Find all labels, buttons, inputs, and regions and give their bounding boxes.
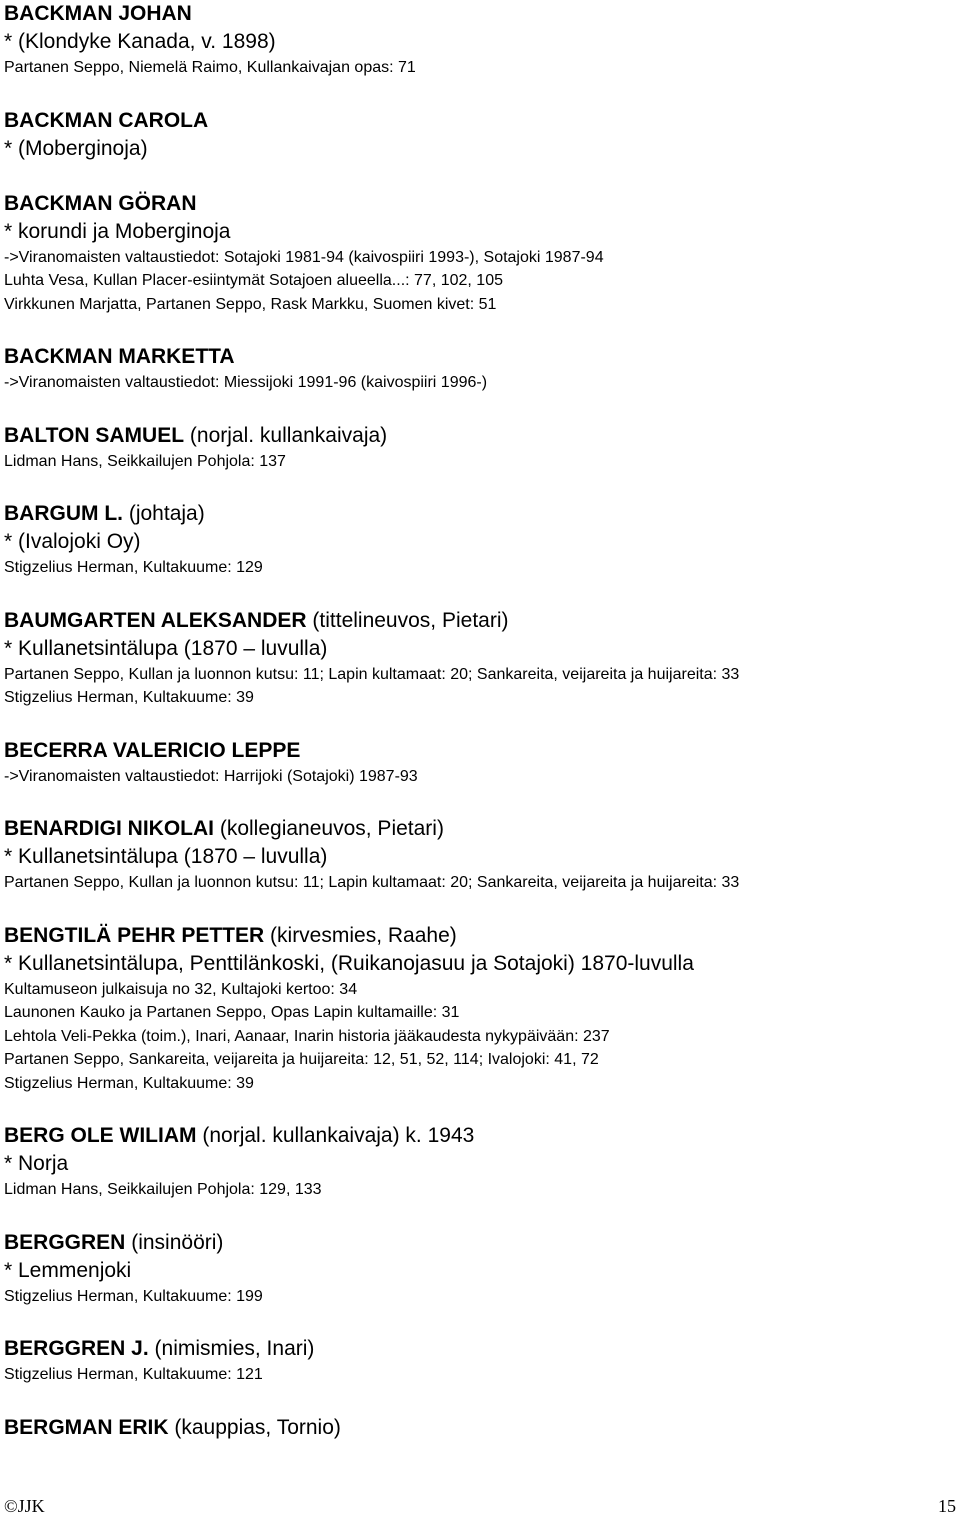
entry-source: Lidman Hans, Seikkailujen Pohjola: 137 — [4, 452, 286, 470]
entry-heading — [4, 500, 954, 528]
document-page — [4, 0, 954, 1442]
entry-source: Partanen Seppo, Kullan ja luonnon kutsu: 11; Lapin kultamaat: 20; Sankareita, veijareita ja huijareita: 33 — [4, 665, 740, 683]
entry-spacer — [4, 710, 954, 737]
entry-heading — [4, 815, 954, 843]
index-entry — [4, 922, 954, 1096]
entry-source: Virkkunen Marjatta, Partanen Seppo, Rask Markku, Suomen kivet: 51 — [4, 295, 497, 313]
page-number: 15 — [938, 1496, 956, 1516]
entry-spacer — [4, 473, 954, 500]
index-entry — [4, 1229, 954, 1309]
entry-source: Partanen Seppo, Sankareita, veijareita ja huijareita: 12, 51, 52, 114; Ivalojoki: 41, 72 — [4, 1051, 599, 1068]
entry-name: BERGMAN ERIK — [4, 1415, 169, 1439]
entry-heading — [4, 1335, 954, 1363]
entry-title: (kauppias, Tornio) — [174, 1415, 341, 1439]
entry-name: BACKMAN GÖRAN — [4, 191, 197, 215]
entry-name: BARGUM L. — [4, 502, 123, 525]
entry-spacer — [4, 1095, 954, 1122]
entry-detail: * korundi ja Moberginoja — [4, 219, 231, 243]
entry-spacer — [4, 1387, 954, 1414]
entry-source: Partanen Seppo, Kullan ja luonnon kutsu: 11; Lapin kultamaat: 20; Sankareita, veijareita ja huijareita: 33 — [4, 874, 740, 891]
entry-name: BERGGREN J. — [4, 1337, 149, 1360]
entry-source: Luhta Vesa, Kullan Placer-esiintymät Sotajoen alueella...: 77, 102, 105 — [4, 272, 503, 289]
entry-spacer — [4, 1308, 954, 1335]
index-entry — [4, 815, 954, 895]
entry-detail: * (Klondyke Kanada, v. 1898) — [4, 30, 276, 53]
entry-source: Lehtola Veli-Pekka (toim.), Inari, Aanaar, Inarin historia jääkaudesta nykypäivään: 237 — [4, 1027, 610, 1045]
index-entry — [4, 1122, 954, 1202]
entry-detail: * Kullanetsintälupa (1870 – luvulla) — [4, 845, 328, 868]
entry-name: BERGGREN — [4, 1230, 126, 1254]
entry-source: Stigzelius Herman, Kultakuume: 199 — [4, 1287, 263, 1305]
index-entry — [4, 0, 954, 80]
entry-source: Launonen Kauko ja Partanen Seppo, Opas Lapin kultamaille: 31 — [4, 1004, 460, 1021]
entry-spacer — [4, 1202, 954, 1229]
entry-spacer — [4, 316, 954, 343]
entry-detail: * Norja — [4, 1152, 69, 1175]
entry-title: (norjal. kullankaivaja) k. 1943 — [202, 1124, 475, 1147]
entry-spacer — [4, 895, 954, 922]
entry-heading — [4, 1122, 954, 1150]
index-entry — [4, 190, 954, 317]
index-entry — [4, 607, 954, 710]
index-entry — [4, 343, 954, 395]
entry-spacer — [4, 80, 954, 107]
entry-name: BAUMGARTEN ALEKSANDER — [4, 608, 307, 632]
entry-source: Partanen Seppo, Niemelä Raimo, Kullankaivajan opas: 71 — [4, 59, 416, 76]
entry-heading — [4, 0, 954, 28]
index-entry — [4, 500, 954, 580]
entry-name: BERG OLE WILIAM — [4, 1124, 197, 1147]
entry-source: Stigzelius Herman, Kultakuume: 121 — [4, 1366, 263, 1383]
entry-title: (kirvesmies, Raahe) — [270, 923, 457, 947]
entry-spacer — [4, 788, 954, 815]
entry-name: BALTON SAMUEL — [4, 423, 185, 447]
entry-detail: * (Ivalojoki Oy) — [4, 530, 141, 553]
entry-heading — [4, 1414, 954, 1442]
entry-heading — [4, 607, 954, 635]
index-entry — [4, 1335, 954, 1387]
entry-detail: * Kullanetsintälupa (1870 – luvulla) — [4, 636, 328, 660]
index-entry — [4, 107, 954, 163]
entry-heading — [4, 422, 954, 450]
entry-heading — [4, 737, 954, 765]
entry-heading — [4, 107, 954, 135]
entry-heading — [4, 922, 954, 950]
entry-detail: * Lemmenjoki — [4, 1258, 132, 1282]
entry-detail: * (Moberginoja) — [4, 136, 148, 160]
entry-spacer — [4, 580, 954, 607]
entry-name: BENGTILÄ PEHR PETTER — [4, 923, 265, 947]
entry-title: (norjal. kullankaivaja) — [189, 423, 388, 447]
entry-source: Stigzelius Herman, Kultakuume: 129 — [4, 559, 263, 576]
index-entry — [4, 737, 954, 789]
entry-title: (johtaja) — [128, 502, 205, 525]
entry-spacer — [4, 163, 954, 190]
entry-title: (tittelineuvos, Pietari) — [312, 608, 509, 632]
entry-name: BACKMAN JOHAN — [4, 2, 192, 25]
entry-source: Lidman Hans, Seikkailujen Pohjola: 129, 133 — [4, 1181, 322, 1198]
entry-name: BACKMAN CAROLA — [4, 108, 209, 132]
entry-detail: * Kullanetsintälupa, Penttilänkoski, (Ruikanojasuu ja Sotajoki) 1870-luvulla — [4, 951, 694, 975]
entry-source: Stigzelius Herman, Kultakuume: 39 — [4, 689, 254, 706]
entry-title: (insinööri) — [131, 1230, 224, 1254]
entry-title: (nimismies, Inari) — [154, 1337, 315, 1360]
entry-heading — [4, 1229, 954, 1257]
entry-source: ->Viranomaisten valtaustiedot: Miessijoki 1991-96 (kaivospiiri 1996-) — [4, 374, 488, 391]
entry-source: ->Viranomaisten valtaustiedot: Sotajoki 1981-94 (kaivospiiri 1993-), Sotajoki 1987-94 — [4, 248, 604, 266]
entry-title: (kollegianeuvos, Pietari) — [219, 817, 444, 840]
entry-spacer — [4, 395, 954, 422]
copyright-notice: ©JJK — [4, 1496, 45, 1516]
entry-source: Kultamuseon julkaisuja no 32, Kultajoki kertoo: 34 — [4, 980, 358, 998]
entry-name: BECERRA VALERICIO LEPPE — [4, 738, 301, 762]
entry-source: Stigzelius Herman, Kultakuume: 39 — [4, 1074, 254, 1092]
entry-name: BENARDIGI NIKOLAI — [4, 817, 214, 840]
entry-heading — [4, 190, 954, 218]
entry-source: ->Viranomaisten valtaustiedot: Harrijoki (Sotajoki) 1987-93 — [4, 767, 418, 785]
index-entry — [4, 1414, 954, 1442]
index-entry — [4, 422, 954, 474]
entry-name: BACKMAN MARKETTA — [4, 345, 235, 368]
entry-heading — [4, 343, 954, 371]
